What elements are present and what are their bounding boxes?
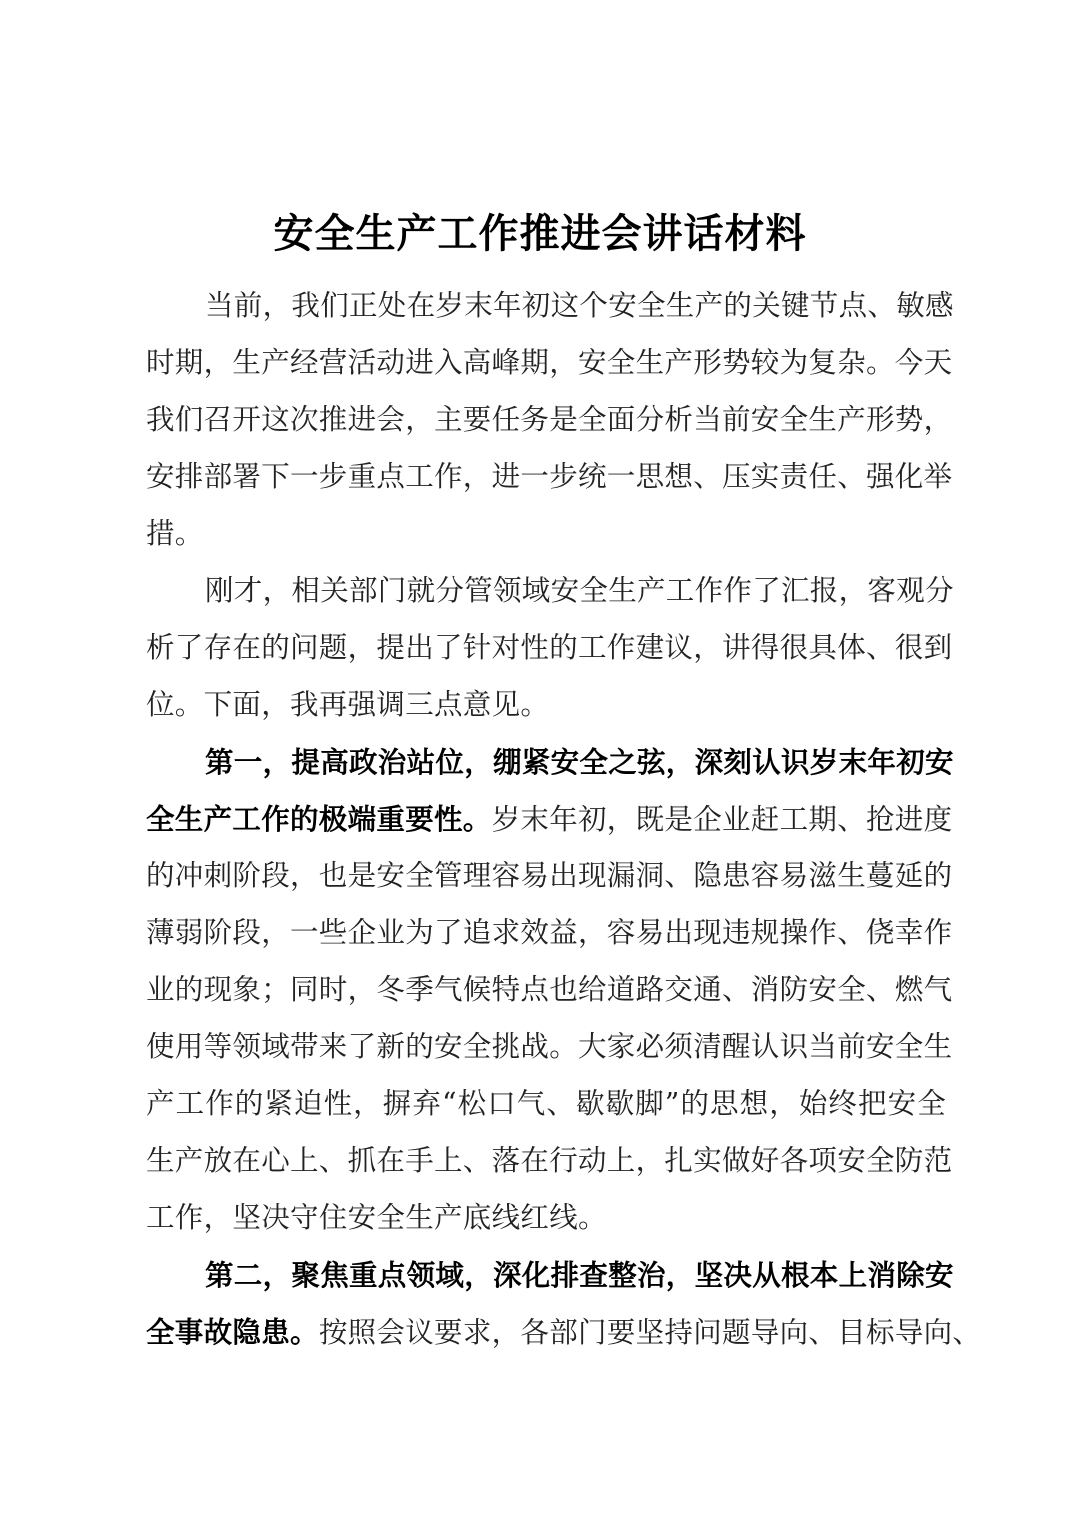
section-1-line-8: 生产放在心上、抓在手上、落在行动上，扎实做好各项安全防范: [146, 1144, 953, 1177]
section-1-heading-line-2: 全生产工作的极端重要性。: [146, 802, 492, 836]
section-1-line-6: 使用等领域带来了新的安全挑战。大家必须清醒认识当前安全生: [146, 1030, 953, 1063]
paragraph-1-line-3: 我们召开这次推进会，主要任务是全面分析当前安全生产形势，: [146, 403, 953, 436]
section-2-line-2-rest: 按照会议要求，各部门要坚持问题导向、目标导向、: [318, 1316, 982, 1349]
section-1-line-2: [146, 799, 953, 840]
section-2-heading-line-1: 第二，聚焦重点领域，深化排查整治，坚决从根本上消除安: [205, 1258, 954, 1292]
section-1-line-3: 的冲刺阶段，也是安全管理容易出现漏洞、隐患容易滋生蔓延的: [146, 859, 953, 892]
section-2-line-2: [146, 1312, 982, 1353]
document-title: 安全生产工作推进会讲话材料: [273, 210, 807, 257]
paragraph-1-line-4: 安排部署下一步重点工作，进一步统一思想、压实责任、强化举: [146, 460, 953, 493]
section-1-line-7: 产工作的紧迫性，摒弃“松口气、歇歇脚”的思想，始终把安全: [146, 1087, 946, 1120]
paragraph-1-line-5: 措。: [146, 517, 204, 550]
paragraph-2-line-1: 刚才，相关部门就分管领域安全生产工作作了汇报，客观分: [205, 574, 954, 607]
section-1-line-5: 业的现象；同时，冬季气候特点也给道路交通、消防安全、燃气: [146, 973, 953, 1006]
section-2-heading-line-2: 全事故隐患。: [146, 1315, 319, 1349]
paragraph-2-line-2: 析了存在的问题，提出了针对性的工作建议，讲得很具体、很到: [146, 631, 953, 664]
section-1-line-2-rest: 岁末年初，既是企业赶工期、抢进度: [491, 803, 953, 836]
paragraph-1-line-2: 时期，生产经营活动进入高峰期，安全生产形势较为复杂。今天: [146, 346, 953, 379]
section-1-heading-line-1: 第一，提高政治站位，绷紧安全之弦，深刻认识岁末年初安: [205, 745, 954, 779]
section-1-line-4: 薄弱阶段，一些企业为了追求效益，容易出现违规操作、侥幸作: [146, 916, 953, 949]
paragraph-2-line-3: 位。下面，我再强调三点意见。: [146, 688, 550, 721]
section-1-line-9: 工作，坚决守住安全生产底线红线。: [146, 1201, 607, 1234]
paragraph-1-line-1: 当前，我们正处在岁末年初这个安全生产的关键节点、敏感: [205, 289, 954, 322]
